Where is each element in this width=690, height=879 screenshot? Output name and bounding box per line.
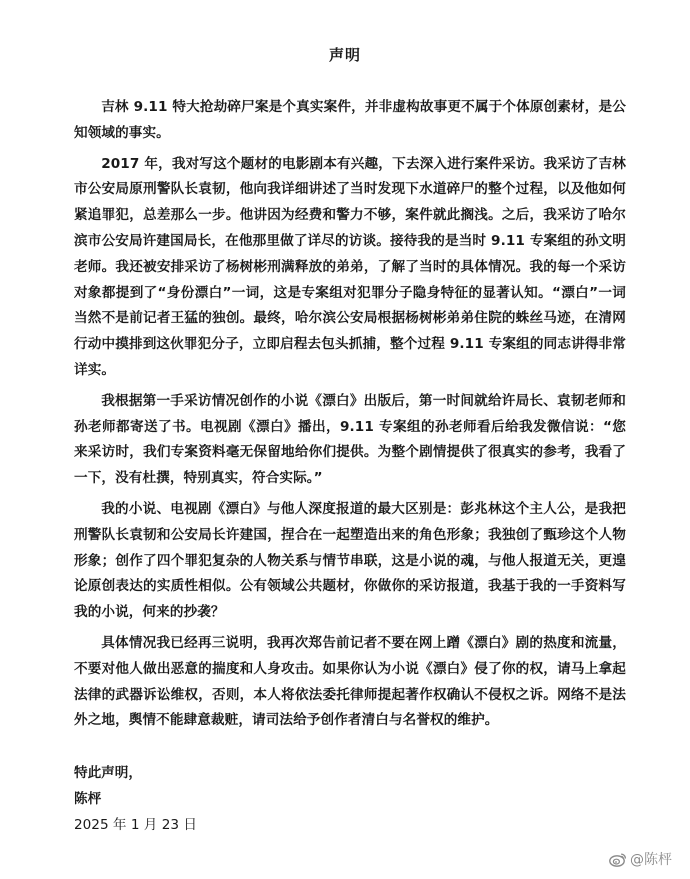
paragraph-5: 具体情况我已经再三说明，我再次郑告前记者不要在网上蹭《漂白》剧的热度和流量，不要对他人做出恶意的揣度和人身攻击。如果你认为小说《漂白》侵了你的权，请马上拿起法律的武器诉讼维权，否则，本人将依法委托律师提起著作权确认不侵权之诉。网络不是法外之地，舆情不能肆意裁赃，请司法给予创作者清白与名誉权的维护。 [74, 634, 626, 729]
paragraph-3: 我根据第一手采访情况创作的小说《漂白》出版后，第一时间就给许局长、袁韧老师和孙老师都寄送了书。电视剧《漂白》播出，9.11 专案组的孙老师看后给我发微信说：“您来采访时，我们专案资料毫无保留地给你们提供。为整个剧情提供了很真实的参考，我看了一下，没有杜撰，特别真实，符合实际。” [74, 392, 626, 487]
document-body [74, 95, 626, 739]
paragraph-1: 吉林 9.11 特大抢劫碎尸案是个真实案件，并非虚构故事更不属于个体原创素材，是公知领域的事实。 [74, 99, 626, 141]
paragraph-4: 我的小说、电视剧《漂白》与他人深度报道的最大区别是：彭兆林这个主人公，是我把刑警队长袁韧和公安局长许建国，捏合在一起塑造出来的角色形象；我独创了甄珍这个人物形象；创作了四个罪犯复杂的人物关系与情节串联，这是小说的魂，与他人报道无关，更遑论原创表达的实质性相似。公有领域公共题材，你做你的采访报道，我基于我的一手资料写我的小说，何来的抄袭？ [74, 500, 626, 621]
paragraph-2: 2017 年，我对写这个题材的电影剧本有兴趣，下去深入进行案件采访。我采访了吉林市公安局原刑警队长袁韧，他向我详细讲述了当时发现下水道碎尸的整个过程，以及他如何紧追罪犯，总差那么一步。他讲因为经费和警力不够，案件就此搁浅。之后，我采访了哈尔滨市公安局许建国局长，在他那里做了详尽的访谈。接待我的是当时 9.11 专案组的孙文明老师。我还被安排采访了杨树彬刑满释放的弟弟，了解了当时的具体情况。我的每一个采访对象都提到了“身份漂白”一词，这是专案组对犯罪分子隐身特征的显著认知。“漂白”一词当然不是前记者王猛的独创。最终，哈尔滨公安局根据杨树彬弟弟住院的蛛丝马迹，在清网行动中摸排到这伙罪犯分子，立即启程去包头抓捕，整个过程 9.11 专案组的同志讲得非常详实。 [74, 155, 626, 378]
signature: 陈枰 [74, 790, 102, 807]
weibo-watermark [609, 849, 672, 869]
signoff-block [74, 761, 197, 838]
weibo-logo-icon [609, 852, 627, 867]
document-title: 声明 [328, 46, 361, 64]
watermark-handle: @陈枰 [630, 852, 672, 868]
closing-line: 特此声明， [74, 765, 142, 781]
date-line: 2025 年 1 月 23 日 [74, 816, 197, 833]
